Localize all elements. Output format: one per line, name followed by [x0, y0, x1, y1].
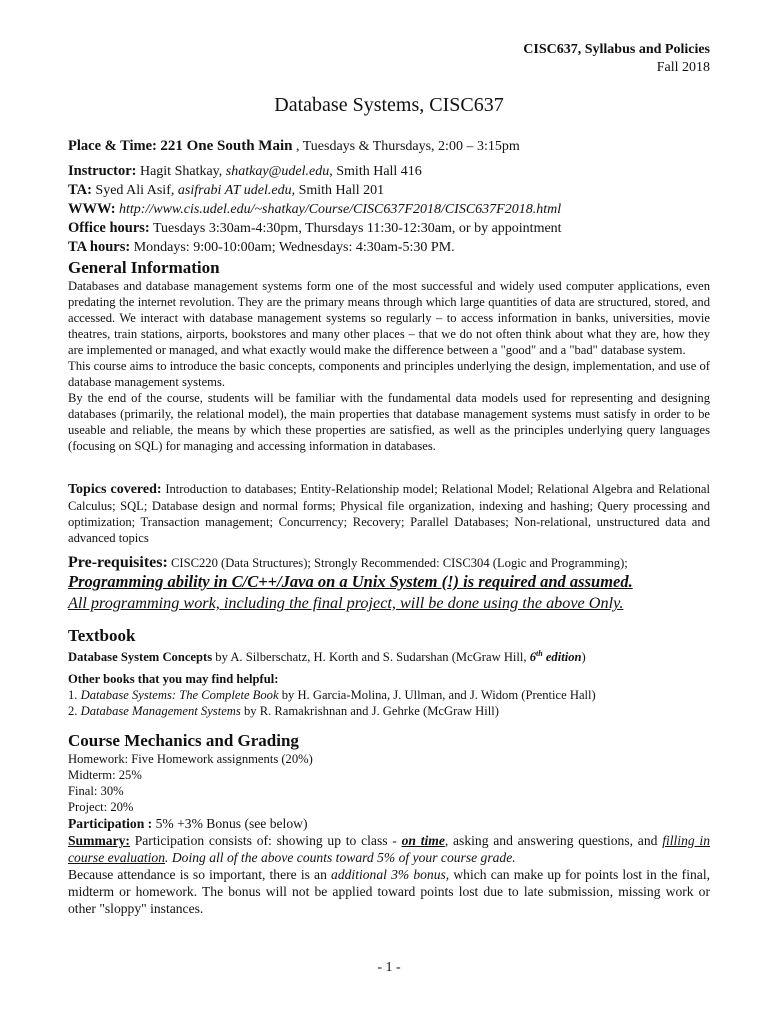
instructor-email: shatkay@udel.edu [225, 164, 330, 179]
course-mechanics-section [68, 731, 710, 917]
general-information-heading: General Information [68, 258, 220, 277]
general-paragraph-2: This course aims to introduce the basic concepts, components and principles underlying the design, implementation, and use of database management systems. [68, 359, 710, 389]
topics-text: Introduction to databases; Entity-Relationship model; Relational Model; Relational Algebra and Relational Calculus; SQL; Database design and normal forms; Physical file organization, indexing and hashing; Query processing and optimization; Transaction management; Concurrency; Recovery; Parallel Databases; Non-relational, unstructured data and advanced topics [68, 482, 710, 545]
main-textbook [68, 646, 710, 665]
ta-line [68, 181, 710, 200]
course-website-link[interactable]: http://www.cis.udel.edu/~shatkay/Course/CISC637F2018/CISC637F2018.html [115, 202, 562, 217]
textbook-edition-number: 6 [529, 650, 537, 665]
topics-section [68, 481, 710, 546]
place-time-line [68, 137, 710, 156]
ta-hours-line [68, 238, 710, 257]
on-time-emphasis: on time [401, 833, 445, 848]
other-book-1-number: 1. [68, 688, 81, 703]
ta-hours-text: Mondays: 9:00-10:00am; Wednesdays: 4:30am-5:30 PM. [130, 240, 455, 255]
participation-text: 5% +3% Bonus (see below) [155, 816, 308, 831]
page-title: Database Systems, CISC637 [274, 94, 504, 116]
textbook-section [68, 626, 710, 719]
instructor-name: Hagit Shatkay, [136, 164, 226, 179]
office-hours-text: Tuesdays 3:30am-4:30pm, Thursdays 11:30-12:30am, or by appointment [149, 221, 562, 236]
general-paragraph-3: By the end of the course, students will be familiar with the fundamental data models used for representing and designing databases (primarily, the relational model), the main properties that database management systems must satisfy in order to be useable and reliable, the means by which these properties are satisfied, as well as the principles underlying query languages (focusing on SQL) for managing and accessing information in databases. [68, 391, 710, 453]
textbook-title: Database System Concepts [68, 650, 213, 665]
ta-office: Smith Hall 201 [295, 183, 385, 198]
office-hours-label: Office hours: [68, 220, 150, 236]
textbook-close: ) [581, 650, 586, 665]
topics-label: Topics covered: [68, 482, 162, 497]
ta-email: asifrabi AT udel.edu, [177, 183, 296, 198]
instructor-line [68, 162, 710, 181]
place-time-label: Place & Time: [68, 138, 157, 154]
grading-project: Project: 20% [68, 800, 134, 814]
other-book-1 [68, 687, 710, 703]
other-books-heading: Other books that you may find helpful: [68, 672, 279, 687]
course-info [68, 137, 710, 257]
header-term: Fall 2018 [656, 60, 710, 75]
course-evaluation-emphasis: filling in course evaluation [68, 833, 710, 865]
grading-homework: Homework: Five Homework assignments (20%) [68, 752, 313, 766]
prerequisites-section [68, 555, 710, 613]
attendance-bonus-emphasis: additional 3% bonus, [331, 867, 450, 882]
time-value: , Tuesdays & Thursdays, 2:00 – 3:15pm [292, 139, 520, 154]
grading-final: Final: 30% [68, 784, 124, 798]
summary-text-3: . Doing all of the above counts toward 5% of your course grade. [165, 850, 516, 865]
page-number: - 1 - [377, 960, 401, 975]
attendance-bonus [68, 866, 710, 917]
www-label: WWW: [68, 201, 116, 217]
other-book-2 [68, 703, 710, 719]
ta-name: Syed Ali Asif, [91, 183, 178, 198]
ta-label: TA: [68, 182, 92, 198]
header-course-line: CISC637, Syllabus and Policies [523, 42, 710, 57]
place-value: 221 One South Main [160, 138, 293, 154]
syllabus-page [68, 0, 710, 1024]
participation-summary [68, 832, 710, 866]
grading-midterm: Midterm: 25% [68, 768, 142, 782]
other-book-1-title: Database Systems: The Complete Book [80, 688, 279, 703]
attendance-text-2: which can make up for points lost in the final, midterm or homework. The bonus will not be applied toward points lost due to late submission, missing work or other "sloppy" instances. [68, 867, 710, 916]
prerequisites-label: Pre-requisites: [68, 554, 168, 571]
participation-label: Participation : [68, 816, 156, 831]
other-book-2-title: Database Management Systems [80, 704, 241, 719]
other-book-2-number: 2. [68, 704, 81, 719]
ta-hours-label: TA hours: [68, 239, 131, 255]
textbook-edition-suffix: th [536, 649, 543, 658]
general-paragraph-1: Databases and database management systems form one of the most successful and widely used computer applications, even predating the internet revolution. They are the primary means through which large quantities of data are structured, stored, and accessed. We interact with database management systems so regularly – to access information in banks, universities, movie theatres, train stations, airports, bookstores and many other places – that we do not often think about what they are, how they are implemented or managed, and what exactly would make the difference between a "good" and a "bad" database system. [68, 279, 710, 357]
office-hours-line [68, 219, 710, 238]
other-book-1-rest: by H. Garcia-Molina, J. Ullman, and J. Widom (Prentice Hall) [278, 688, 596, 703]
course-mechanics-heading: Course Mechanics and Grading [68, 731, 299, 750]
textbook-authors: by A. Silberschatz, H. Korth and S. Sudarshan (McGraw Hill, [212, 650, 530, 665]
textbook-edition-word: edition [542, 650, 582, 665]
summary-label: Summary: [68, 833, 130, 848]
attendance-text-1: Because attendance is so important, there is an [68, 867, 332, 882]
summary-text-2: , asking and answering questions, and [444, 833, 663, 848]
instructor-label: Instructor: [68, 163, 137, 179]
participation-line [68, 815, 710, 832]
prerequisites-line [68, 555, 710, 571]
summary-text-1: Participation consists of: showing up to class - [129, 833, 402, 848]
www-line [68, 200, 710, 219]
programming-work-note: All programming work, including the final project, will be done using the above Only. [68, 594, 624, 612]
textbook-heading: Textbook [68, 626, 136, 645]
other-book-2-rest: by R. Ramakrishnan and J. Gehrke (McGraw Hill) [240, 704, 499, 719]
general-information-section [68, 258, 710, 454]
programming-requirement: Programming ability in C/C++/Java on a Unix System (!) is required and assumed. [68, 572, 633, 591]
instructor-office: , Smith Hall 416 [329, 164, 422, 179]
prerequisites-text: CISC220 (Data Structures); Strongly Recommended: CISC304 (Logic and Programming); [167, 556, 628, 570]
